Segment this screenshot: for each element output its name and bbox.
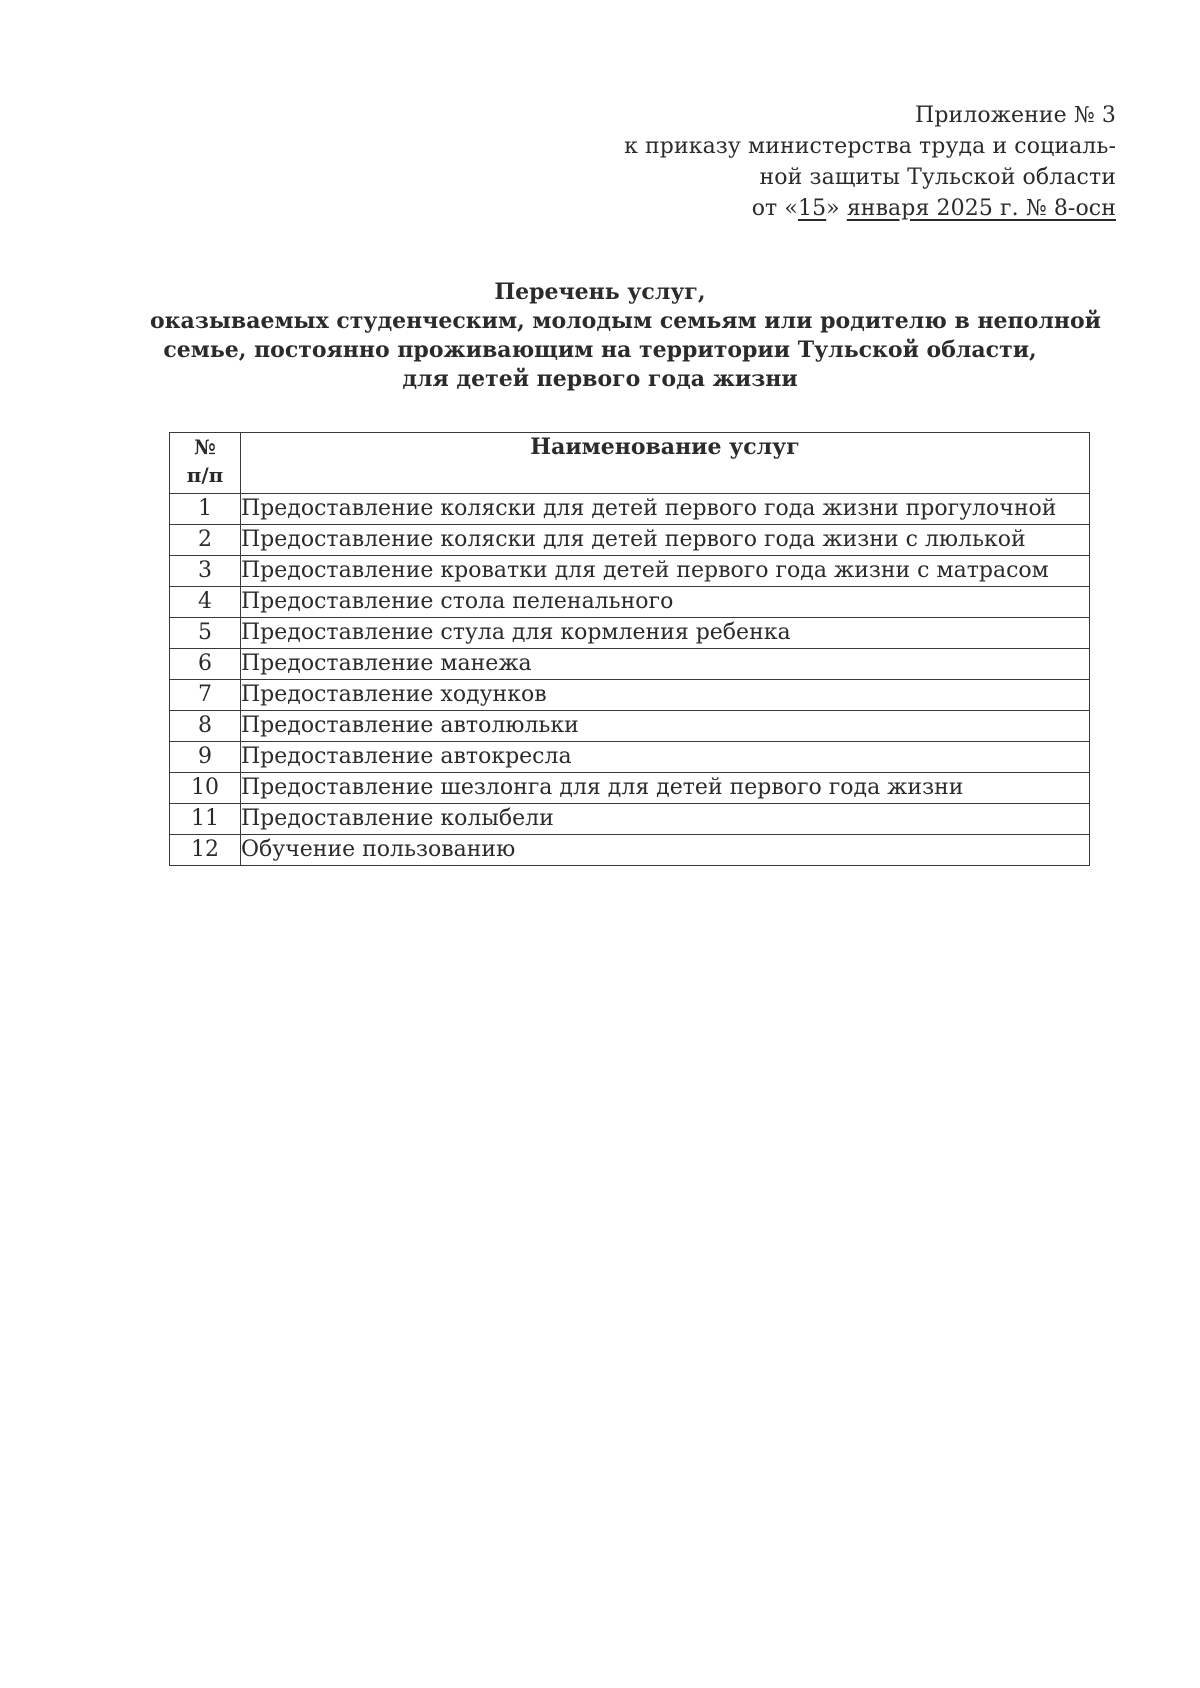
row-number: 9 [170,742,241,773]
row-service-name: Предоставление кроватки для детей первого года жизни с матрасом [241,556,1090,587]
title-line-4: для детей первого года жизни [402,366,798,392]
table-row [170,711,1090,742]
date-month-year-number: января 2025 г. № 8-осн [846,196,1116,221]
header-number [170,433,241,494]
row-number: 3 [170,556,241,587]
date-day: 15 [797,196,827,221]
table-header-row [170,433,1090,494]
row-service-name: Обучение пользованию [241,835,1090,866]
title-line-3: семье, постоянно проживающим на территории Тульской области, [163,337,1037,363]
row-number: 4 [170,587,241,618]
row-number: 6 [170,649,241,680]
row-service-name: Предоставление автолюльки [241,711,1090,742]
row-service-name: Предоставление стола пеленального [241,587,1090,618]
appendix-order-line: к приказу министерства труда и социаль- [624,134,1116,159]
table-row [170,649,1090,680]
table-row [170,587,1090,618]
header-service-name: Наименование услуг [241,433,1090,494]
table-row [170,525,1090,556]
table-row [170,494,1090,525]
header-number-symbol: № [194,435,216,459]
row-service-name: Предоставление ходунков [241,680,1090,711]
title-line-2: оказываемых студенческим, молодым семьям или родителю в неполной [150,308,1101,334]
table-row [170,618,1090,649]
row-service-name: Предоставление шезлонга для для детей первого года жизни [241,773,1090,804]
row-number: 12 [170,835,241,866]
title-line-1: Перечень услуг, [494,279,706,305]
row-number: 10 [170,773,241,804]
table-row [170,680,1090,711]
appendix-header [624,100,1116,224]
row-number: 5 [170,618,241,649]
appendix-number: Приложение № 3 [915,103,1116,128]
row-service-name: Предоставление коляски для детей первого года жизни прогулочной [241,494,1090,525]
appendix-ministry-line: ной защиты Тульской области [759,165,1116,190]
row-number: 1 [170,494,241,525]
date-prefix: от « [751,196,798,221]
table-row [170,773,1090,804]
row-service-name: Предоставление коляски для детей первого года жизни с люлькой [241,525,1090,556]
row-number: 7 [170,680,241,711]
services-table [169,432,1090,866]
appendix-date-line [624,193,1116,224]
table-row [170,835,1090,866]
row-service-name: Предоставление манежа [241,649,1090,680]
row-service-name: Предоставление стула для кормления ребенка [241,618,1090,649]
table-row [170,804,1090,835]
row-number: 8 [170,711,241,742]
table-body [170,494,1090,866]
row-service-name: Предоставление автокресла [241,742,1090,773]
date-mid: » [826,196,847,221]
header-number-abbr: п/п [186,463,224,487]
row-number: 2 [170,525,241,556]
table-row [170,742,1090,773]
document-title [150,278,1101,394]
row-service-name: Предоставление колыбели [241,804,1090,835]
table-row [170,556,1090,587]
row-number: 11 [170,804,241,835]
